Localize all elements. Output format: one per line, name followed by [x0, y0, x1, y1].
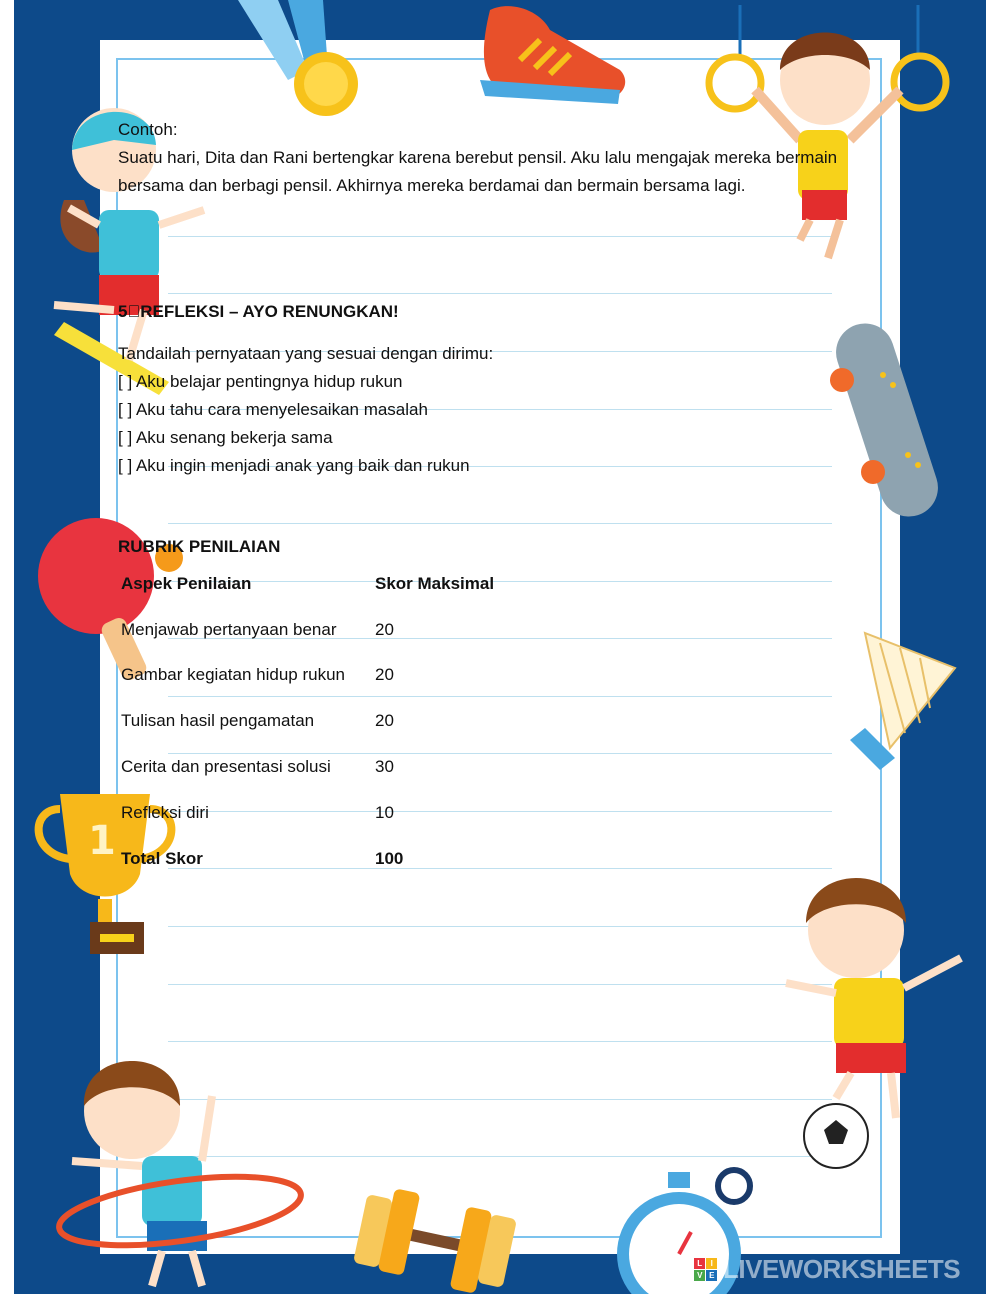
dumbbell-icon [350, 1186, 520, 1294]
shuttlecock-icon [845, 628, 965, 773]
table-header-row [121, 561, 494, 607]
aspect-cell: Menjawab pertanyaan benar [121, 619, 337, 639]
aspect-cell: Tulisan hasil pengamatan [121, 711, 315, 731]
worksheet-content [118, 116, 858, 882]
liveworksheets-watermark [694, 1254, 960, 1284]
score-cell: 30 [375, 757, 394, 777]
example-label: Contoh: [118, 120, 178, 139]
reflection-item[interactable]: [ ] Aku ingin menjadi anak yang baik dan rukun [118, 456, 470, 475]
total-label: Total Skor [121, 848, 203, 868]
column-header-score: Skor Maksimal [375, 573, 495, 593]
table-row [121, 744, 494, 790]
score-cell: 20 [375, 665, 394, 685]
reflection-item[interactable]: [ ] Aku tahu cara menyelesaikan masalah [118, 400, 428, 419]
liveworksheets-logo-icon: L I V E [694, 1258, 717, 1281]
score-cell: 10 [375, 802, 394, 822]
aspect-cell: Cerita dan presentasi solusi [121, 757, 331, 777]
watermark-text: LIVEWORKSHEETS [723, 1253, 961, 1284]
aspect-cell: Gambar kegiatan hidup rukun [121, 665, 345, 685]
column-header-aspect: Aspek Penilaian [121, 573, 252, 593]
hula-hoop-boy-icon [52, 1036, 308, 1294]
reflection-checklist [118, 368, 858, 480]
reflection-heading: 5⃣REFLEKSI – AYO RENUNGKAN! [118, 302, 399, 321]
table-row [121, 607, 494, 653]
score-cell: 20 [375, 711, 394, 731]
example-text: Suatu hari, Dita dan Rani bertengkar karena berebut pensil. Aku lalu mengajak mereka bermain bersama dan berbagi pensil. Akhirnya mereka berdamai dan bermain bersama lagi. [118, 148, 838, 195]
svg-text:1: 1 [88, 818, 116, 864]
rubric-table [121, 561, 494, 882]
total-score: 100 [375, 848, 404, 868]
table-row [121, 790, 494, 836]
score-cell: 20 [375, 619, 394, 639]
reflection-item[interactable]: [ ] Aku senang bekerja sama [118, 428, 333, 447]
reflection-instruction: Tandailah pernyataan yang sesuai dengan dirimu: [118, 344, 494, 363]
medal-icon [228, 0, 368, 122]
soccer-boy-icon [776, 858, 976, 1178]
sneaker-icon [470, 0, 630, 108]
example-block [118, 116, 858, 200]
table-row [121, 653, 494, 699]
total-row [121, 836, 494, 882]
reflection-item[interactable]: [ ] Aku belajar pentingnya hidup rukun [118, 372, 403, 391]
aspect-cell: Refleksi diri [121, 802, 209, 822]
table-row [121, 698, 494, 744]
rubric-heading: RUBRIK PENILAIAN [118, 537, 281, 556]
